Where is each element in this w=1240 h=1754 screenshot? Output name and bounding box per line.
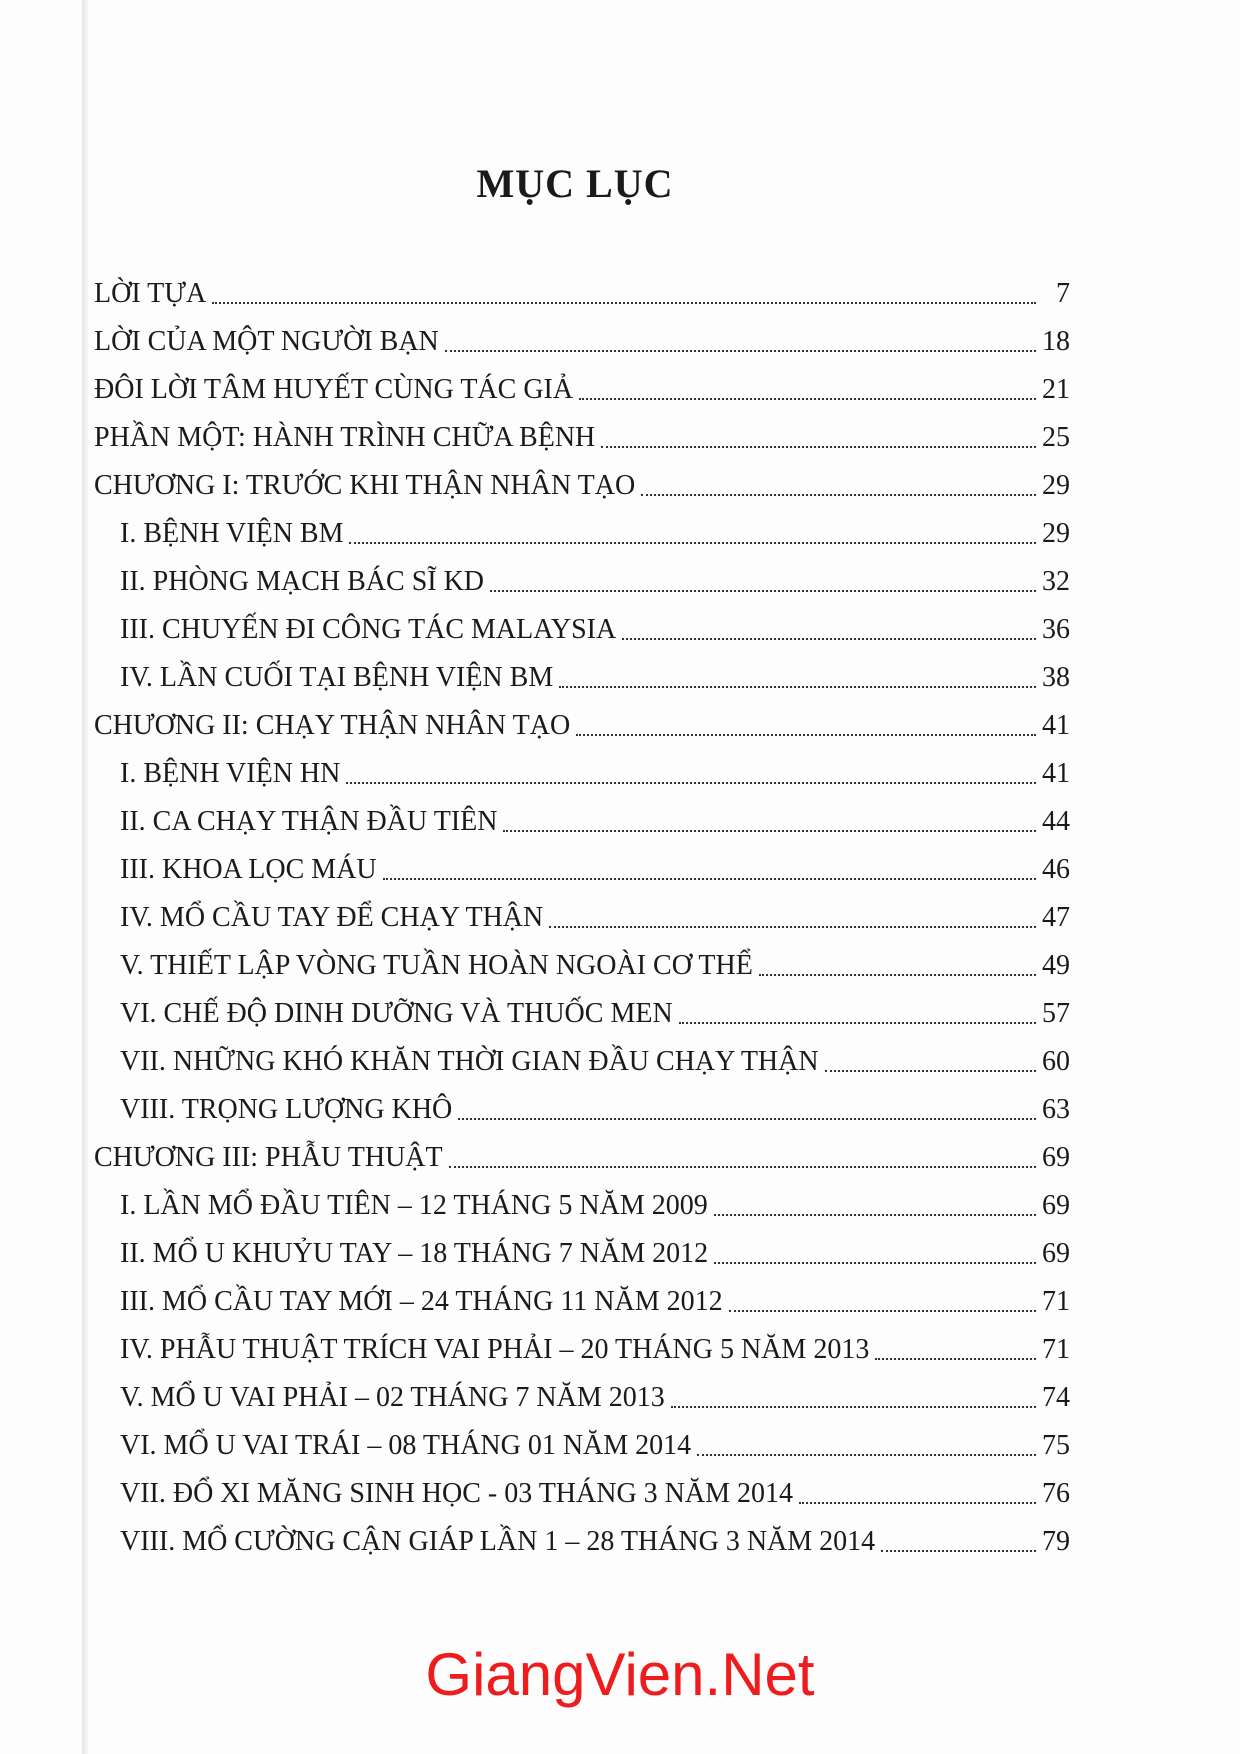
toc-entry-label: IV. MỔ CẦU TAY ĐỂ CHẠY THẬN bbox=[120, 902, 544, 933]
toc-entry bbox=[94, 1374, 1070, 1422]
toc-entry bbox=[94, 1182, 1070, 1230]
dot-leader bbox=[449, 1166, 1036, 1168]
toc-entry-label: VII. ĐỔ XI MĂNG SINH HỌC - 03 THÁNG 3 NĂM 2014 bbox=[120, 1478, 794, 1509]
toc-entry-label: VIII. TRỌNG LƯỢNG KHÔ bbox=[120, 1094, 453, 1125]
toc-entry-page: 60 bbox=[1042, 1046, 1070, 1077]
toc-entry-label: I. BỆNH VIỆN BM bbox=[120, 518, 344, 549]
toc-entry bbox=[94, 1518, 1070, 1566]
toc-entry bbox=[94, 1326, 1070, 1374]
toc-entry-page: 46 bbox=[1042, 854, 1070, 885]
toc-entry-page: 75 bbox=[1042, 1430, 1070, 1461]
toc-entry bbox=[94, 654, 1070, 702]
toc-entry-page: 44 bbox=[1042, 806, 1070, 837]
toc-entry-page: 36 bbox=[1042, 614, 1070, 645]
toc-entry-page: 63 bbox=[1042, 1094, 1070, 1125]
dot-leader bbox=[458, 1118, 1036, 1120]
dot-leader bbox=[671, 1406, 1036, 1408]
dot-leader bbox=[729, 1310, 1036, 1312]
toc-entry-label: III. KHOA LỌC MÁU bbox=[120, 854, 377, 885]
toc-entry bbox=[94, 750, 1070, 798]
toc-entry-label: V. THIẾT LẬP VÒNG TUẦN HOÀN NGOÀI CƠ THỂ bbox=[120, 950, 753, 981]
toc-entry bbox=[94, 1038, 1070, 1086]
dot-leader bbox=[799, 1502, 1036, 1504]
toc-entry-label: IV. LẦN CUỐI TẠI BỆNH VIỆN BM bbox=[120, 662, 554, 693]
toc-entry-label: III. CHUYẾN ĐI CÔNG TÁC MALAYSIA bbox=[120, 614, 617, 645]
dot-leader bbox=[714, 1214, 1036, 1216]
toc-entry-label: VII. NHỮNG KHÓ KHĂN THỜI GIAN ĐẦU CHẠY THẬN bbox=[120, 1046, 819, 1077]
toc-entry-page: 21 bbox=[1042, 374, 1070, 405]
dot-leader bbox=[576, 734, 1036, 736]
dot-leader bbox=[346, 782, 1036, 784]
toc-entry-label: PHẦN MỘT: HÀNH TRÌNH CHỮA BỆNH bbox=[94, 422, 596, 453]
dot-leader bbox=[212, 302, 1036, 304]
toc-entry-label: CHƯƠNG III: PHẪU THUẬT bbox=[94, 1142, 443, 1173]
toc-entry bbox=[94, 414, 1070, 462]
dot-leader bbox=[383, 878, 1036, 880]
dot-leader bbox=[881, 1550, 1036, 1552]
dot-leader bbox=[601, 446, 1036, 448]
toc-entry bbox=[94, 270, 1070, 318]
toc-entry bbox=[94, 510, 1070, 558]
toc-entry-label: II. CA CHẠY THẬN ĐẦU TIÊN bbox=[120, 806, 498, 837]
toc-entry-label: IV. PHẪU THUẬT TRÍCH VAI PHẢI – 20 THÁNG 5 NĂM 2013 bbox=[120, 1334, 870, 1365]
toc-entry bbox=[94, 366, 1070, 414]
toc-entry bbox=[94, 798, 1070, 846]
dot-leader bbox=[759, 974, 1036, 976]
toc-entry-label: III. MỔ CẦU TAY MỚI – 24 THÁNG 11 NĂM 2012 bbox=[120, 1286, 723, 1317]
toc-entry-label: LỜI TỰA bbox=[94, 278, 207, 309]
toc-entry-page: 69 bbox=[1042, 1190, 1070, 1221]
dot-leader bbox=[875, 1358, 1036, 1360]
dot-leader bbox=[559, 686, 1036, 688]
toc-entry-label: VI. CHẾ ĐỘ DINH DƯỠNG VÀ THUỐC MEN bbox=[120, 998, 673, 1029]
toc-entry-label: VI. MỔ U VAI TRÁI – 08 THÁNG 01 NĂM 2014 bbox=[120, 1430, 692, 1461]
toc-entry bbox=[94, 1422, 1070, 1470]
toc-entry-page: 71 bbox=[1042, 1334, 1070, 1365]
toc-entry-label: I. LẦN MỔ ĐẦU TIÊN – 12 THÁNG 5 NĂM 2009 bbox=[120, 1190, 708, 1221]
toc-entry-page: 49 bbox=[1042, 950, 1070, 981]
toc-entry-page: 74 bbox=[1042, 1382, 1070, 1413]
toc-entry-label: II. PHÒNG MẠCH BÁC SĨ KD bbox=[120, 566, 485, 597]
dot-leader bbox=[622, 638, 1036, 640]
dot-leader bbox=[641, 494, 1036, 496]
toc-entry-page: 76 bbox=[1042, 1478, 1070, 1509]
table-of-contents bbox=[94, 270, 1070, 1566]
dot-leader bbox=[445, 350, 1036, 352]
toc-entry bbox=[94, 894, 1070, 942]
dot-leader bbox=[349, 542, 1036, 544]
toc-entry bbox=[94, 990, 1070, 1038]
toc-entry-page: 69 bbox=[1042, 1142, 1070, 1173]
dot-leader bbox=[679, 1022, 1036, 1024]
watermark: GiangVien.Net bbox=[425, 1641, 815, 1708]
dot-leader bbox=[714, 1262, 1036, 1264]
toc-entry-page: 47 bbox=[1042, 902, 1070, 933]
toc-entry bbox=[94, 702, 1070, 750]
toc-entry-label: I. BỆNH VIỆN HN bbox=[120, 758, 341, 789]
toc-entry bbox=[94, 1230, 1070, 1278]
toc-entry bbox=[94, 1470, 1070, 1518]
dot-leader bbox=[490, 590, 1036, 592]
toc-entry bbox=[94, 942, 1070, 990]
dot-leader bbox=[697, 1454, 1036, 1456]
toc-entry-page: 18 bbox=[1042, 326, 1070, 357]
page-title: MỤC LỤC bbox=[476, 161, 674, 206]
toc-entry bbox=[94, 558, 1070, 606]
dot-leader bbox=[579, 398, 1036, 400]
toc-entry bbox=[94, 846, 1070, 894]
dot-leader bbox=[549, 926, 1036, 928]
toc-entry-page: 29 bbox=[1042, 518, 1070, 549]
toc-entry-page: 69 bbox=[1042, 1238, 1070, 1269]
toc-entry-page: 41 bbox=[1042, 758, 1070, 789]
toc-entry bbox=[94, 1278, 1070, 1326]
toc-entry-page: 7 bbox=[1056, 278, 1070, 309]
toc-entry-page: 32 bbox=[1042, 566, 1070, 597]
toc-entry-label: II. MỔ U KHUỶU TAY – 18 THÁNG 7 NĂM 2012 bbox=[120, 1238, 709, 1269]
toc-entry bbox=[94, 462, 1070, 510]
toc-entry-page: 57 bbox=[1042, 998, 1070, 1029]
toc-entry-page: 41 bbox=[1042, 710, 1070, 741]
toc-entry-label: VIII. MỔ CƯỜNG CẬN GIÁP LẦN 1 – 28 THÁNG 3 NĂM 2014 bbox=[120, 1526, 876, 1557]
toc-entry bbox=[94, 1086, 1070, 1134]
toc-entry-label: ĐÔI LỜI TÂM HUYẾT CÙNG TÁC GIẢ bbox=[94, 374, 574, 405]
toc-entry bbox=[94, 606, 1070, 654]
page-binding-edge bbox=[82, 0, 88, 1754]
dot-leader bbox=[825, 1070, 1036, 1072]
toc-entry-page: 25 bbox=[1042, 422, 1070, 453]
dot-leader bbox=[503, 830, 1036, 832]
toc-entry-label: CHƯƠNG I: TRƯỚC KHI THẬN NHÂN TẠO bbox=[94, 470, 636, 501]
toc-entry-page: 71 bbox=[1042, 1286, 1070, 1317]
toc-entry bbox=[94, 318, 1070, 366]
toc-entry-page: 29 bbox=[1042, 470, 1070, 501]
toc-entry bbox=[94, 1134, 1070, 1182]
toc-entry-page: 79 bbox=[1042, 1526, 1070, 1557]
toc-entry-label: LỜI CỦA MỘT NGƯỜI BẠN bbox=[94, 326, 439, 357]
toc-entry-label: CHƯƠNG II: CHẠY THẬN NHÂN TẠO bbox=[94, 710, 571, 741]
toc-entry-label: V. MỔ U VAI PHẢI – 02 THÁNG 7 NĂM 2013 bbox=[120, 1382, 665, 1413]
toc-entry-page: 38 bbox=[1042, 662, 1070, 693]
